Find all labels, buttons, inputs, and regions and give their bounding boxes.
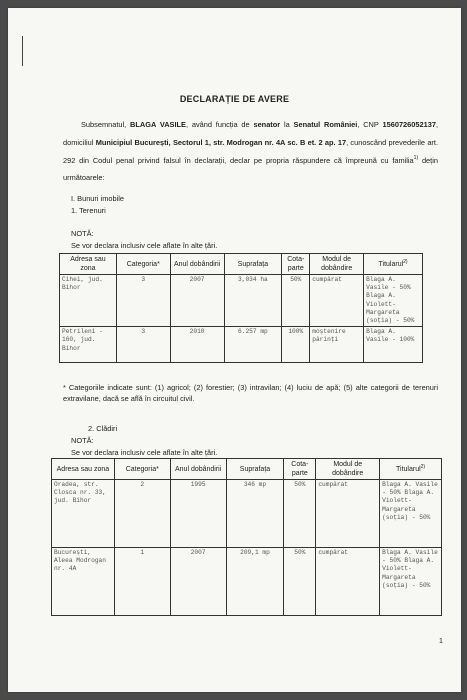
- cell-cota: 50%: [284, 548, 316, 616]
- cell-categoria: 3: [116, 327, 170, 363]
- nota-text: Se vor declara inclusiv cele aflate în alte țări.: [71, 448, 218, 457]
- col-header: Adresa sau zona: [60, 254, 117, 275]
- cell-suprafata: 346 mp: [226, 480, 284, 548]
- cell-adresa: Oradea, str. Closca nr. 33, jud. Bihor: [52, 480, 115, 548]
- intro-paragraph: [63, 116, 438, 187]
- binder-mark: [22, 36, 23, 66]
- cell-modul: moștenire părinți: [310, 327, 364, 363]
- intro-text: la: [280, 120, 294, 129]
- col-header: Modul de dobândire: [310, 254, 364, 275]
- intro-text: Subsemnatul,: [81, 120, 131, 129]
- cell-anul: 2010: [170, 327, 224, 363]
- intro-text: , CNP: [357, 120, 383, 129]
- buildings-table: [51, 458, 442, 616]
- cell-categoria: 1: [114, 548, 170, 616]
- cell-suprafata: 209,1 mp: [226, 548, 284, 616]
- col-header: Categoria*: [114, 459, 170, 480]
- cell-cota: 50%: [282, 275, 310, 327]
- cell-anul: 2007: [170, 548, 226, 616]
- cell-suprafata: 6.257 mp: [224, 327, 282, 363]
- cell-adresa: Cihei, jud. Bihor: [60, 275, 117, 327]
- categories-footnote: * Categoriile indicate sunt: (1) agricol; (2) forestier; (3) intravilan; (4) luciu de apă; (5) alte categorii de terenuri extravilane, dacă se află în circuitul civil.: [63, 383, 438, 403]
- cell-categoria: 3: [116, 275, 170, 327]
- document-page: [8, 8, 461, 692]
- cell-anul: 1995: [170, 480, 226, 548]
- cell-adresa: Petrileni - 160, jud. Bihor: [60, 327, 117, 363]
- footnote-mark: 2): [420, 463, 426, 470]
- cell-titular: Blaga A. Vasile - 50% Blaga A. Violett-Margareta (soția) - 50%: [380, 548, 442, 616]
- cell-modul: cumpărat: [316, 480, 380, 548]
- table-header-row: [60, 254, 423, 275]
- cell-titular: Blaga A. Vasile - 100%: [364, 327, 423, 363]
- subsection-heading: 2. Clădiri: [88, 424, 118, 433]
- intro-text: , având funcția de: [185, 120, 254, 129]
- address: Municipiul București, Sectorul 1, str. Modrogan nr. 4A sc. B et. 2 ap. 17: [95, 137, 347, 147]
- col-header: Adresa sau zona: [52, 459, 115, 480]
- footnote-mark: 2): [403, 258, 408, 265]
- page-number: 1: [439, 638, 443, 645]
- footnote-mark: 1): [413, 154, 419, 161]
- col-header: Categoria*: [116, 254, 170, 275]
- nota-text: Se vor declara inclusiv cele aflate în alte țări.: [71, 241, 218, 250]
- cell-cota: 50%: [284, 480, 316, 548]
- cell-titular: Blaga A. Vasile - 50% Blaga A. Violett-Margareta (soția) - 50%: [364, 275, 423, 327]
- declarant-name: BLAGA VASILE: [130, 120, 186, 129]
- table-row: [52, 548, 442, 616]
- cnp: 1560726052137: [382, 120, 436, 129]
- cell-categoria: 2: [114, 480, 170, 548]
- cell-modul: cumpărat: [310, 275, 364, 327]
- col-header: Cota-parte: [282, 254, 310, 275]
- land-table: [59, 253, 423, 363]
- col-header: Anul dobândirii: [170, 459, 226, 480]
- institution: Senatul României: [293, 120, 358, 129]
- cell-suprafata: 3,034 ha: [224, 275, 282, 327]
- subsection-heading: 1. Terenuri: [71, 206, 106, 215]
- cell-modul: cumpărat: [316, 548, 380, 616]
- section-heading: I. Bunuri imobile: [71, 194, 124, 203]
- col-header-text: Titularul: [396, 465, 421, 473]
- table-row: [52, 480, 442, 548]
- declarant-role: senator: [253, 120, 281, 129]
- col-header: Modul de dobândire: [316, 459, 380, 480]
- intro-text: dețin următoarele:: [63, 155, 438, 183]
- col-header: Anul dobândirii: [170, 254, 224, 275]
- col-header-text: Titularul: [378, 260, 404, 268]
- nota-label: NOTĂ:: [71, 436, 94, 445]
- cell-adresa: București, Aleea Modrogan nr. 4A: [52, 548, 115, 616]
- intro-text: , domiciliul: [63, 120, 438, 147]
- col-header: [364, 254, 423, 275]
- col-header: Suprafața: [226, 459, 284, 480]
- intro-text: , cunoscând prevederile art. 292 din Codul penal privind falsul în declarații, declar pe propria răspundere că împreună cu familia: [63, 137, 438, 165]
- cell-titular: Blaga A. Vasile - 50% Blaga A. Violett-Margareta (soția) - 50%: [380, 480, 442, 548]
- page-title: DECLARAȚIE DE AVERE: [179, 94, 290, 104]
- col-header: Cota-parte: [284, 459, 316, 480]
- table-row: [60, 327, 423, 363]
- col-header: Suprafața: [224, 254, 282, 275]
- cell-cota: 100%: [282, 327, 310, 363]
- table-header-row: [52, 459, 442, 480]
- cell-anul: 2007: [170, 275, 224, 327]
- table-row: [60, 275, 423, 327]
- col-header: [380, 459, 442, 480]
- nota-label: NOTĂ:: [71, 229, 94, 238]
